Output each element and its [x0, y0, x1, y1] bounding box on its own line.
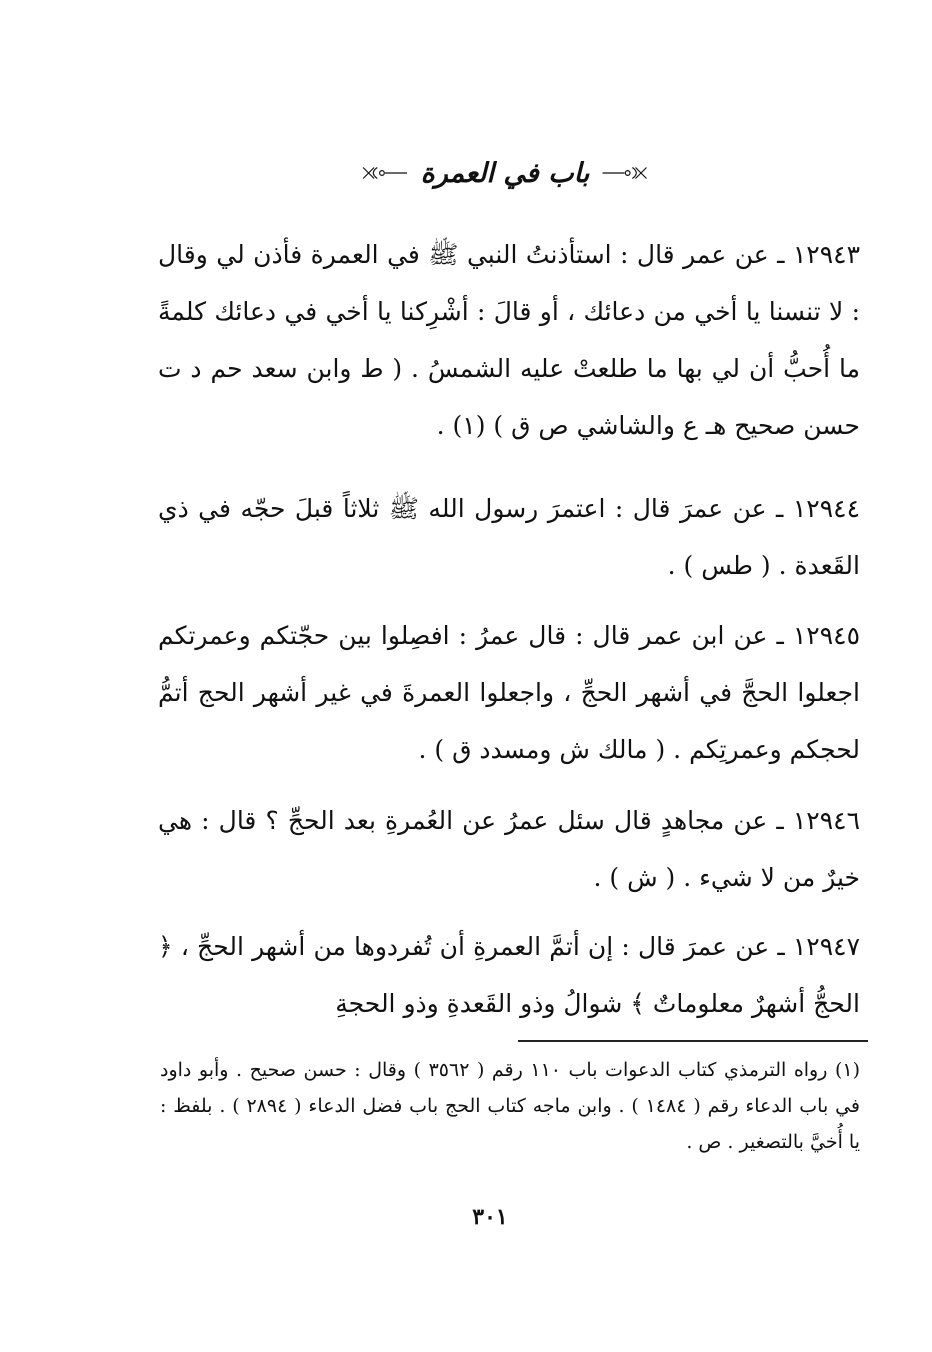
page-number: ٣٠١: [472, 1204, 508, 1230]
hadith-text: ١٢٩٤٦ ـ عن مجاهدٍ قال سئل عمرُ عن العُمرةِ بعد الحجِّ ؟ قال : هي خيرٌ من لا شيء . ( ش ) .: [158, 806, 860, 892]
hadith-12943: [158, 226, 860, 454]
hadith-text: ١٢٩٤٣ ـ عن عمر قال : استأذنتُ النبي ﷺ في العمرة فأذن لي وقال : لا تنسنا يا أخي من دعائك ، أو قالَ : أشْرِكنا يا أخي في دعائك كلمةً ما أُحبُّ أن لي بها ما طلعتْ عليه الشمسُ . ( ط وابن سعد حم د ت حسن صحيح هـ ع والشاشي ص ق ) (١) .: [158, 240, 860, 440]
hadith-text: ١٢٩٤٧ ـ عن عمرَ قال : إن أتمَّ العمرةِ أن تُفردوها من أشهر الحجِّ ، ﴿ الحجُّ أشهرٌ معلوماتٌ ﴾ شوالُ وذو القَعدةِ وذو الحجةِ: [158, 932, 860, 1018]
footnote-divider: [518, 1040, 868, 1042]
footnote: [160, 1052, 860, 1160]
hadith-12944: [158, 480, 860, 594]
right-ornament-icon: [360, 163, 409, 183]
hadith-12947: [158, 918, 860, 1032]
footnote-text: (١) رواه الترمذي كتاب الدعوات باب ١١٠ رقم ( ٣٥٦٢ ) وقال : حسن صحيح . وأبو داود في باب الدعاء رقم ( ١٤٨٤ ) . وابن ماجه كتاب الحج باب فضل الدعاء ( ٢٨٩٤ ) . بلفظ : يا أُخيَّ بالتصغير . ص .: [160, 1059, 861, 1153]
hadith-12946: [158, 792, 860, 906]
hadith-text: ١٢٩٤٤ ـ عن عمرَ قال : اعتمرَ رسول الله ﷺ ثلاثاً قبلَ حجّه في ذي القَعدة . ( طس ) .: [158, 494, 860, 580]
chapter-heading: [360, 150, 650, 196]
chapter-title: باب في العمرة: [420, 157, 590, 189]
hadith-text: ١٢٩٤٥ ـ عن ابن عمر قال : قال عمرُ : افصِلوا بين حجّتكم وعمرتكم اجعلوا الحجَّ في أشهر الحجِّ ، واجعلوا العمرةَ في غير أشهر الحج أتمُّ لحجكم وعمرتِكم . ( مالك ش ومسدد ق ) .: [158, 621, 860, 764]
hadith-12945: [158, 607, 860, 778]
left-ornament-icon: [601, 163, 650, 183]
